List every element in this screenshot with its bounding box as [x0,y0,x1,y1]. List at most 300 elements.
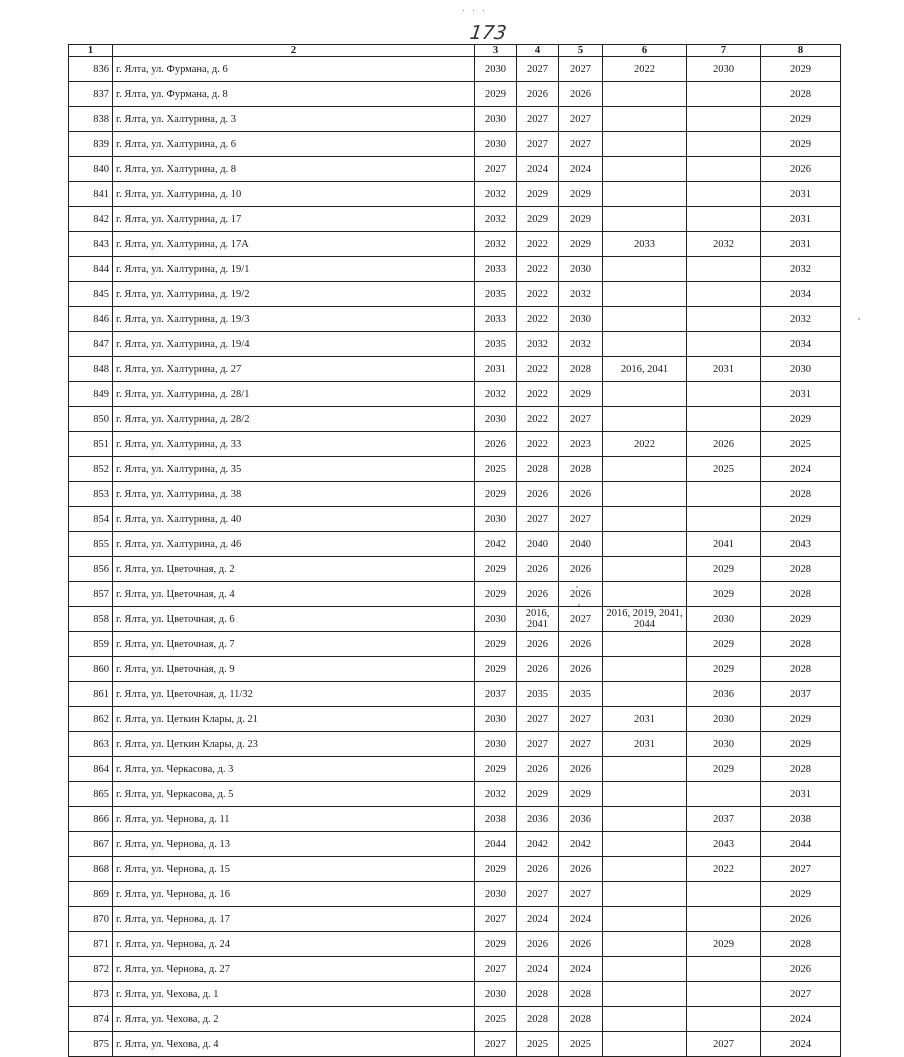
col8-cell: 2032 [761,307,841,332]
table-body [69,57,841,1057]
col7-cell [687,132,761,157]
address-cell: г. Ялта, ул. Чернова, д. 27 [113,957,475,982]
col5-cell: 2040 [559,532,603,557]
col5-cell: 2027 [559,57,603,82]
col5-cell: 2029 [559,782,603,807]
address-cell: г. Ялта, ул. Халтурина, д. 27 [113,357,475,382]
col6-cell [603,107,687,132]
col7-cell: 2029 [687,557,761,582]
col5-cell: 2036 [559,807,603,832]
column-header-3: 3 [475,45,517,57]
col7-cell: 2030 [687,607,761,632]
col5-cell: 2026 [559,482,603,507]
col4-cell: 2022 [517,357,559,382]
col4-cell: 2028 [517,982,559,1007]
col3-cell: 2038 [475,807,517,832]
col5-cell: 2027 [559,732,603,757]
table-row [69,332,841,357]
column-header-2: 2 [113,45,475,57]
table-row [69,132,841,157]
column-header-1: 1 [69,45,113,57]
table-row [69,532,841,557]
col3-cell: 2025 [475,457,517,482]
table-row [69,457,841,482]
col8-cell: 2028 [761,757,841,782]
address-cell: г. Ялта, ул. Цветочная, д. 11/32 [113,682,475,707]
address-cell: г. Ялта, ул. Черкасова, д. 5 [113,782,475,807]
col6-cell [603,882,687,907]
col7-cell [687,782,761,807]
col8-cell: 2044 [761,832,841,857]
row-number-cell: 855 [69,532,113,557]
col4-cell: 2027 [517,107,559,132]
scan-speck [578,604,580,606]
table-row [69,207,841,232]
col3-cell: 2033 [475,257,517,282]
col8-cell: 2031 [761,232,841,257]
col6-cell: 2016, 2019, 2041, 2044 [603,607,687,632]
table-row [69,832,841,857]
col8-cell: 2028 [761,932,841,957]
col6-cell [603,332,687,357]
col4-cell: 2024 [517,157,559,182]
table-row [69,1032,841,1057]
col4-cell: 2022 [517,257,559,282]
address-cell: г. Ялта, ул. Цветочная, д. 2 [113,557,475,582]
address-cell: г. Ялта, ул. Халтурина, д. 17 [113,207,475,232]
col3-cell: 2029 [475,582,517,607]
col7-cell [687,282,761,307]
col5-cell: 2032 [559,332,603,357]
address-cell: г. Ялта, ул. Халтурина, д. 19/4 [113,332,475,357]
col4-cell: 2027 [517,882,559,907]
scan-speck [858,318,860,320]
col7-cell: 2036 [687,682,761,707]
col4-cell: 2026 [517,932,559,957]
col3-cell: 2029 [475,757,517,782]
col6-cell [603,932,687,957]
col7-cell: 2041 [687,532,761,557]
row-number-cell: 854 [69,507,113,532]
col4-cell: 2027 [517,132,559,157]
col7-cell [687,907,761,932]
table-row [69,707,841,732]
col6-cell: 2016, 2041 [603,357,687,382]
address-cell: г. Ялта, ул. Халтурина, д. 28/1 [113,382,475,407]
col3-cell: 2029 [475,557,517,582]
row-number-cell: 867 [69,832,113,857]
col8-cell: 2028 [761,582,841,607]
col3-cell: 2029 [475,632,517,657]
col6-cell [603,857,687,882]
col7-cell: 2022 [687,857,761,882]
col7-cell [687,982,761,1007]
col5-cell: 2024 [559,957,603,982]
col5-cell: 2026 [559,657,603,682]
col6-cell [603,207,687,232]
address-cell: г. Ялта, ул. Халтурина, д. 6 [113,132,475,157]
address-cell: г. Ялта, ул. Фурмана, д. 6 [113,57,475,82]
col8-cell: 2024 [761,1032,841,1057]
col7-cell [687,307,761,332]
row-number-cell: 844 [69,257,113,282]
col4-cell: 2026 [517,857,559,882]
table-row [69,557,841,582]
col5-cell: 2028 [559,357,603,382]
row-number-cell: 859 [69,632,113,657]
col4-cell: 2016, 2041 [517,607,559,632]
col5-cell: 2030 [559,307,603,332]
col6-cell: 2031 [603,707,687,732]
table-row [69,807,841,832]
col6-cell [603,907,687,932]
col7-cell [687,957,761,982]
col7-cell [687,1007,761,1032]
col7-cell [687,82,761,107]
address-cell: г. Ялта, ул. Халтурина, д. 40 [113,507,475,532]
col3-cell: 2030 [475,982,517,1007]
col8-cell: 2026 [761,907,841,932]
col3-cell: 2027 [475,1032,517,1057]
col6-cell [603,157,687,182]
table-row [69,357,841,382]
address-cell: г. Ялта, ул. Халтурина, д. 8 [113,157,475,182]
col4-cell: 2026 [517,582,559,607]
col4-cell: 2025 [517,1032,559,1057]
col3-cell: 2032 [475,382,517,407]
address-cell: г. Ялта, ул. Чернова, д. 17 [113,907,475,932]
col4-cell: 2022 [517,282,559,307]
row-number-cell: 846 [69,307,113,332]
col3-cell: 2033 [475,307,517,332]
col7-cell [687,182,761,207]
row-number-cell: 836 [69,57,113,82]
col8-cell: 2029 [761,732,841,757]
table-row [69,382,841,407]
col4-cell: 2027 [517,57,559,82]
col7-cell: 2029 [687,657,761,682]
col8-cell: 2031 [761,207,841,232]
col8-cell: 2038 [761,807,841,832]
address-cell: г. Ялта, ул. Фурмана, д. 8 [113,82,475,107]
col3-cell: 2030 [475,607,517,632]
col6-cell: 2022 [603,432,687,457]
col4-cell: 2026 [517,557,559,582]
col7-cell: 2030 [687,707,761,732]
col3-cell: 2030 [475,732,517,757]
col7-cell: 2030 [687,57,761,82]
col4-cell: 2022 [517,232,559,257]
col3-cell: 2032 [475,782,517,807]
col3-cell: 2029 [475,482,517,507]
col3-cell: 2030 [475,707,517,732]
col5-cell: 2025 [559,1032,603,1057]
col7-cell [687,257,761,282]
col5-cell: 2026 [559,857,603,882]
col6-cell [603,1007,687,1032]
row-number-cell: 842 [69,207,113,232]
col5-cell: 2026 [559,932,603,957]
col6-cell [603,532,687,557]
col6-cell [603,182,687,207]
row-number-cell: 856 [69,557,113,582]
col8-cell: 2031 [761,782,841,807]
col7-cell [687,207,761,232]
table-row [69,582,841,607]
row-number-cell: 871 [69,932,113,957]
col3-cell: 2030 [475,507,517,532]
col3-cell: 2027 [475,907,517,932]
table-row [69,657,841,682]
col6-cell [603,307,687,332]
col3-cell: 2030 [475,107,517,132]
address-cell: г. Ялта, ул. Чехова, д. 4 [113,1032,475,1057]
col5-cell: 2026 [559,757,603,782]
table-row [69,907,841,932]
col3-cell: 2035 [475,282,517,307]
row-number-cell: 865 [69,782,113,807]
row-number-cell: 848 [69,357,113,382]
col6-cell [603,282,687,307]
col5-cell: 2027 [559,107,603,132]
col8-cell: 2024 [761,457,841,482]
table-row [69,157,841,182]
col6-cell [603,982,687,1007]
table-row [69,482,841,507]
row-number-cell: 857 [69,582,113,607]
row-number-cell: 851 [69,432,113,457]
col5-cell: 2029 [559,382,603,407]
col6-cell [603,582,687,607]
col6-cell [603,82,687,107]
col5-cell: 2026 [559,82,603,107]
col6-cell: 2022 [603,57,687,82]
col3-cell: 2029 [475,82,517,107]
table-row [69,632,841,657]
col8-cell: 2032 [761,257,841,282]
col6-cell [603,1032,687,1057]
table-row [69,307,841,332]
col8-cell: 2028 [761,557,841,582]
col7-cell [687,332,761,357]
col4-cell: 2022 [517,407,559,432]
col5-cell: 2027 [559,507,603,532]
col5-cell: 2029 [559,182,603,207]
col5-cell: 2029 [559,207,603,232]
address-cell: г. Ялта, ул. Чехова, д. 2 [113,1007,475,1032]
row-number-cell: 866 [69,807,113,832]
address-cell: г. Ялта, ул. Чернова, д. 15 [113,857,475,882]
col5-cell: 2027 [559,407,603,432]
col3-cell: 2032 [475,207,517,232]
col4-cell: 2032 [517,332,559,357]
row-number-cell: 875 [69,1032,113,1057]
scan-speck [576,586,578,588]
col8-cell: 2029 [761,57,841,82]
address-cell: г. Ялта, ул. Халтурина, д. 17А [113,232,475,257]
row-number-cell: 843 [69,232,113,257]
col8-cell: 2028 [761,82,841,107]
col4-cell: 2027 [517,507,559,532]
col4-cell: 2027 [517,707,559,732]
row-number-cell: 864 [69,757,113,782]
table-row [69,107,841,132]
col5-cell: 2028 [559,982,603,1007]
col7-cell: 2029 [687,582,761,607]
col4-cell: 2022 [517,432,559,457]
col7-cell: 2025 [687,457,761,482]
address-cell: г. Ялта, ул. Цветочная, д. 9 [113,657,475,682]
address-cell: г. Ялта, ул. Халтурина, д. 19/3 [113,307,475,332]
col6-cell [603,382,687,407]
col8-cell: 2031 [761,382,841,407]
col3-cell: 2031 [475,357,517,382]
col3-cell: 2027 [475,157,517,182]
col4-cell: 2026 [517,482,559,507]
table-row [69,57,841,82]
col4-cell: 2029 [517,182,559,207]
col6-cell: 2033 [603,232,687,257]
col3-cell: 2026 [475,432,517,457]
col5-cell: 2042 [559,832,603,857]
col7-cell [687,507,761,532]
col6-cell [603,507,687,532]
col6-cell [603,782,687,807]
address-cell: г. Ялта, ул. Чернова, д. 16 [113,882,475,907]
table-row [69,82,841,107]
col4-cell: 2027 [517,732,559,757]
col8-cell: 2027 [761,857,841,882]
table-row [69,757,841,782]
row-number-cell: 868 [69,857,113,882]
col5-cell: 2029 [559,232,603,257]
table-header-row [69,45,841,57]
col3-cell: 2025 [475,1007,517,1032]
table-row [69,507,841,532]
col4-cell: 2022 [517,307,559,332]
address-cell: г. Ялта, ул. Цеткин Клары, д. 21 [113,707,475,732]
table-row [69,882,841,907]
table-row [69,957,841,982]
col3-cell: 2042 [475,532,517,557]
col4-cell: 2022 [517,382,559,407]
col8-cell: 2043 [761,532,841,557]
address-cell: г. Ялта, ул. Халтурина, д. 19/1 [113,257,475,282]
col7-cell: 2029 [687,932,761,957]
housing-register-table [68,44,841,1057]
column-header-5: 5 [559,45,603,57]
row-number-cell: 862 [69,707,113,732]
col6-cell [603,757,687,782]
page-top-mark: · · · [462,6,487,17]
table-row [69,682,841,707]
address-cell: г. Ялта, ул. Халтурина, д. 28/2 [113,407,475,432]
col4-cell: 2036 [517,807,559,832]
col5-cell: 2027 [559,882,603,907]
col5-cell: 2023 [559,432,603,457]
col3-cell: 2030 [475,407,517,432]
address-cell: г. Ялта, ул. Цеткин Клары, д. 23 [113,732,475,757]
row-number-cell: 838 [69,107,113,132]
col5-cell: 2028 [559,1007,603,1032]
col4-cell: 2026 [517,82,559,107]
col7-cell: 2030 [687,732,761,757]
col5-cell: 2028 [559,457,603,482]
col4-cell: 2024 [517,957,559,982]
col7-cell: 2027 [687,1032,761,1057]
col8-cell: 2028 [761,657,841,682]
col6-cell [603,957,687,982]
table-row [69,857,841,882]
row-number-cell: 874 [69,1007,113,1032]
col8-cell: 2027 [761,982,841,1007]
address-cell: г. Ялта, ул. Халтурина, д. 10 [113,182,475,207]
col5-cell: 2024 [559,907,603,932]
col3-cell: 2029 [475,932,517,957]
table-row [69,182,841,207]
col8-cell: 2030 [761,357,841,382]
col7-cell: 2026 [687,432,761,457]
col7-cell: 2029 [687,757,761,782]
row-number-cell: 872 [69,957,113,982]
col4-cell: 2028 [517,1007,559,1032]
col5-cell: 2027 [559,132,603,157]
column-header-7: 7 [687,45,761,57]
col3-cell: 2030 [475,57,517,82]
table-row [69,232,841,257]
col5-cell: 2026 [559,557,603,582]
col6-cell [603,657,687,682]
address-cell: г. Ялта, ул. Чернова, д. 11 [113,807,475,832]
address-cell: г. Ялта, ул. Цветочная, д. 7 [113,632,475,657]
col8-cell: 2029 [761,607,841,632]
col5-cell: 2024 [559,157,603,182]
column-header-8: 8 [761,45,841,57]
col3-cell: 2030 [475,882,517,907]
col7-cell: 2031 [687,357,761,382]
col3-cell: 2032 [475,182,517,207]
col8-cell: 2034 [761,282,841,307]
table-row [69,407,841,432]
col7-cell [687,482,761,507]
table-row [69,607,841,632]
col7-cell [687,157,761,182]
col5-cell: 2032 [559,282,603,307]
col6-cell [603,557,687,582]
col3-cell: 2029 [475,857,517,882]
col7-cell: 2037 [687,807,761,832]
col6-cell: 2031 [603,732,687,757]
col8-cell: 2026 [761,957,841,982]
col7-cell [687,107,761,132]
col6-cell [603,807,687,832]
address-cell: г. Ялта, ул. Халтурина, д. 35 [113,457,475,482]
col3-cell: 2044 [475,832,517,857]
col8-cell: 2029 [761,107,841,132]
col8-cell: 2026 [761,157,841,182]
col6-cell [603,632,687,657]
row-number-cell: 860 [69,657,113,682]
col3-cell: 2030 [475,132,517,157]
col8-cell: 2028 [761,632,841,657]
row-number-cell: 869 [69,882,113,907]
col3-cell: 2029 [475,657,517,682]
address-cell: г. Ялта, ул. Чернова, д. 13 [113,832,475,857]
table-row [69,982,841,1007]
row-number-cell: 861 [69,682,113,707]
address-cell: г. Ялта, ул. Черкасова, д. 3 [113,757,475,782]
row-number-cell: 852 [69,457,113,482]
